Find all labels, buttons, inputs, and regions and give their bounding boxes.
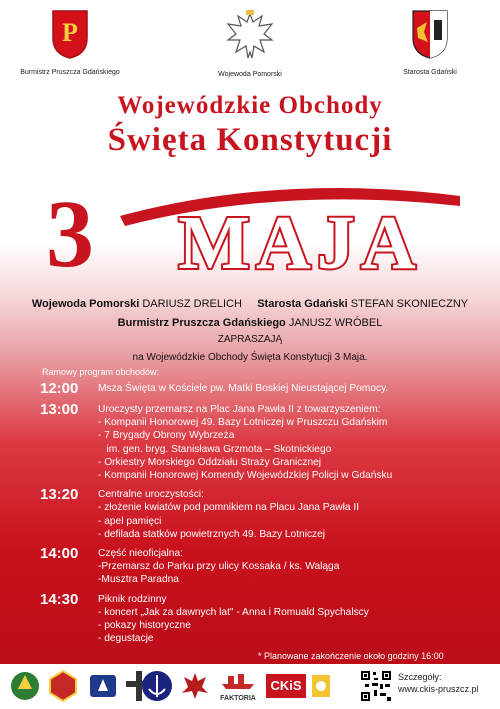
hosts-line-2	[0, 317, 500, 329]
program-line: im. gen. bryg. Stanisława Grzmota – Skotnickiego	[98, 443, 332, 455]
theatre-logo-icon	[310, 669, 332, 703]
forest-service-logo-icon	[10, 669, 40, 703]
program-line: - koncert „Jak za dawnych lat" - Anna i Romuald Spychalscy	[98, 606, 369, 618]
program-line: - złożenie kwiatów pod pomnikiem na Placu Jana Pawła II	[98, 502, 360, 514]
ckis-label: CKiS	[270, 678, 302, 693]
date-number: 3	[46, 180, 94, 278]
wojewoda-title: Wojewoda Pomorski	[31, 298, 140, 310]
program-item	[40, 401, 490, 482]
footer-details	[398, 671, 479, 695]
svg-text:P: P	[62, 18, 78, 47]
crest-caption: Wojewoda Pomorski	[218, 71, 282, 78]
invite-label: ZAPRASZAJĄ	[217, 334, 283, 345]
program-line: Piknik rodzinny	[98, 593, 167, 605]
program-lines	[98, 545, 490, 587]
starosta-title: Starosta Gdański	[257, 298, 348, 310]
burmistrz-name: JANUSZ WRÓBEL	[288, 317, 383, 329]
program-time: 13:20	[40, 486, 79, 504]
hosts-line-1	[0, 298, 500, 310]
program-line: Część nieoficjalna:	[98, 548, 183, 560]
program-line: - 7 Brygady Obrony Wybrzeża	[98, 430, 235, 442]
wojewoda-name: DARIUSZ DRELICH	[142, 298, 242, 310]
gdansk-county-crest-icon	[410, 8, 450, 60]
program-item	[40, 545, 490, 587]
program-line: Centralne uroczystości:	[98, 489, 204, 501]
eagle-logo-icon	[180, 669, 210, 703]
crest-caption: Burmistrz Pruszcza Gdańskiego	[20, 69, 120, 76]
qr-code-icon[interactable]	[360, 670, 392, 702]
red-crest-p-icon	[50, 8, 90, 60]
program-time: 14:00	[40, 545, 79, 563]
headline-line2: Święta Konstytucji	[107, 122, 393, 158]
program-line: - defilada statków powietrznych 49. Bazy Lotniczej	[98, 528, 326, 540]
program-line: Msza Święta w Kościele pw. Matki Boskiej Nieustającej Pomocy.	[98, 383, 389, 394]
fire-brigade-logo-icon	[48, 669, 78, 703]
navy-logo-icon	[140, 669, 174, 703]
ckis-logo-icon	[266, 674, 306, 698]
program-time: 14:30	[40, 590, 79, 608]
program-lines	[98, 591, 490, 646]
faktoria-label: FAKTORIA	[220, 695, 256, 702]
crest-starosta	[360, 8, 500, 76]
date-graphic	[30, 168, 470, 278]
program-line: - Orkiestry Morskiego Oddziału Straży Granicznej	[98, 456, 322, 468]
program-line: - Kompanii Honorowej Komendy Wojewódzkiej Policji w Gdańsku	[98, 470, 393, 482]
crest-caption: Starosta Gdański	[403, 69, 457, 76]
program-line: - apel pamięci	[98, 515, 162, 527]
program-line: Uroczysty przemarsz na Plac Jana Pawła II z towarzyszeniem:	[98, 404, 381, 415]
program-time: 13:00	[40, 401, 79, 418]
program-lines	[98, 401, 490, 482]
program-line: -Przemarsz do Parku przy ulicy Kossaka / ks. Waląga	[98, 561, 340, 573]
program-line: -Musztra Paradna	[98, 574, 179, 586]
website-link[interactable]: www.ckis-pruszcz.pl	[398, 684, 479, 694]
program-item	[40, 380, 490, 397]
program-intro: Ramowy program obchodów:	[42, 367, 160, 377]
program-item	[40, 591, 490, 646]
burmistrz-title: Burmistrz Pruszcza Gdańskiego	[117, 317, 286, 329]
ship-icon	[220, 672, 256, 690]
invite-line: na Wojewódzkie Obchody Święta Konstytucji 3 Maja.	[132, 352, 368, 363]
program-list	[40, 380, 490, 649]
program-footnote: * Planowane zakończenie około godziny 16:00	[258, 651, 444, 661]
faktoria-logo-icon	[216, 672, 260, 702]
program-line: - Kompanii Honorowej 49. Bazy Lotniczej w Pruszczu Gdańskim	[98, 417, 388, 429]
program-time: 12:00	[40, 380, 79, 397]
program-lines	[98, 380, 490, 397]
details-label: Szczegóły:	[398, 672, 442, 682]
program-line: - pokazy historyczne	[98, 620, 191, 632]
footer-logos	[0, 664, 500, 709]
crest-burmistrz	[0, 8, 140, 76]
program-line: - degustacje	[98, 633, 154, 645]
white-eagle-icon	[226, 8, 274, 62]
starosta-name: STEFAN SKONIECZNY	[350, 298, 469, 310]
crest-wojewoda	[180, 8, 320, 78]
headline-line1: Wojewódzkie Obchody	[117, 92, 383, 119]
police-logo-icon	[88, 669, 118, 703]
program-lines	[98, 486, 490, 541]
program-item	[40, 486, 490, 541]
date-month: MAJA	[178, 201, 422, 278]
